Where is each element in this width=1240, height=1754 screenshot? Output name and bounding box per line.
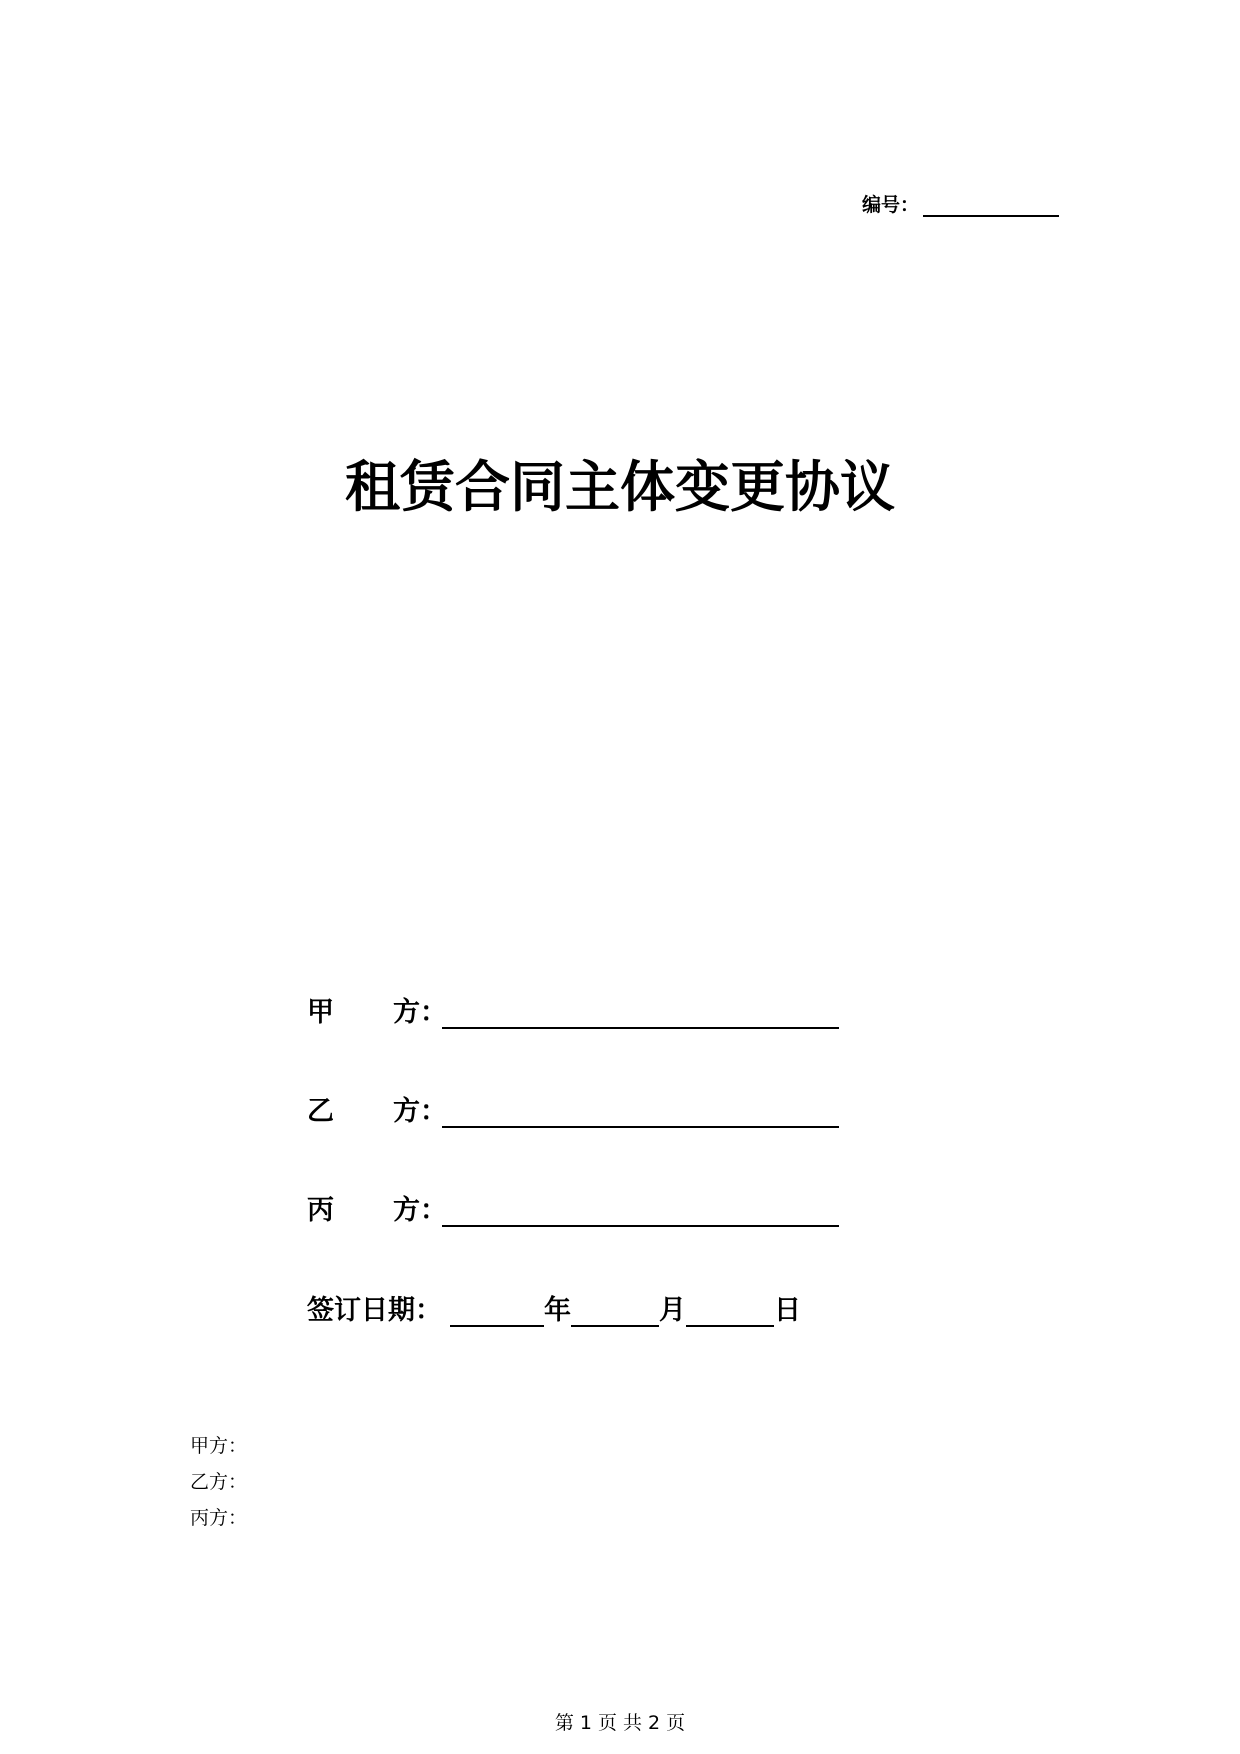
signing-day-unit: 日	[774, 1295, 801, 1326]
signing-date-line	[307, 1288, 801, 1327]
signing-day-blank	[686, 1297, 774, 1327]
document-number-label: 编号：	[862, 194, 920, 216]
party-c-label: 丙 方	[307, 1195, 420, 1226]
party-b-colon: ：	[420, 1096, 447, 1127]
signing-date-label: 签订日期：	[307, 1295, 442, 1326]
party-list-item-c: 丙方：	[190, 1507, 248, 1529]
party-b-line	[307, 1089, 839, 1128]
party-a-blank	[442, 999, 839, 1029]
party-b-blank	[442, 1098, 839, 1128]
signing-year-blank	[450, 1297, 544, 1327]
party-c-line	[307, 1188, 839, 1227]
signing-month-unit: 月	[659, 1295, 686, 1326]
party-a-line	[307, 990, 839, 1029]
page-number-footer: 第 1 页 共 2 页	[554, 1712, 686, 1734]
document-title: 租赁合同主体变更协议	[344, 454, 895, 519]
party-list	[190, 1428, 247, 1536]
party-list-item-b: 乙方：	[190, 1471, 248, 1493]
signing-month-blank	[571, 1297, 659, 1327]
party-a-label: 甲 方	[307, 997, 420, 1028]
party-a-colon: ：	[420, 997, 447, 1028]
party-list-item-a: 甲方：	[190, 1435, 248, 1457]
document-number-blank	[923, 195, 1059, 217]
document-number	[862, 190, 1059, 217]
party-c-colon: ：	[420, 1195, 447, 1226]
signing-year-unit: 年	[544, 1295, 571, 1326]
party-c-blank	[442, 1197, 839, 1227]
party-b-label: 乙 方	[307, 1096, 420, 1127]
